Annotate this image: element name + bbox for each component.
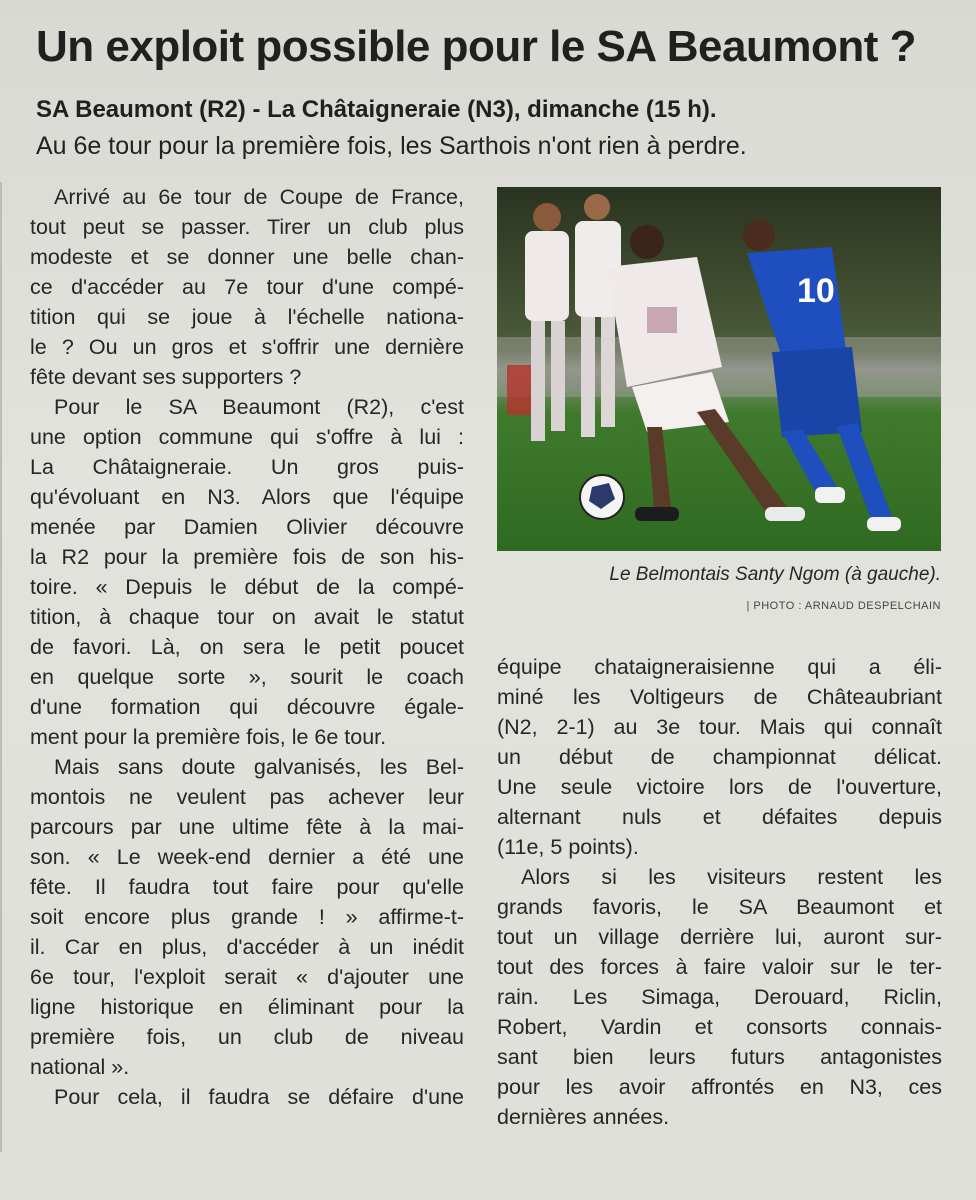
match-photo xyxy=(497,187,941,551)
text-line: d'une formation qui découvre égale- xyxy=(30,695,464,719)
text-line: modeste et se donner une belle chan- xyxy=(30,245,464,269)
text-line: pour les avoir affrontés en N3, ces xyxy=(497,1075,942,1099)
text-line: Pour le SA Beaumont (R2), c'est xyxy=(54,395,464,419)
text-line: montois ne veulent pas achever leur xyxy=(30,785,464,809)
text-line: tout des forces à faire valoir sur le ter- xyxy=(497,955,942,979)
text-line: Pour cela, il faudra se défaire d'une xyxy=(54,1085,464,1109)
left-text-column xyxy=(30,182,464,1112)
text-line: Robert, Vardin et consorts connais- xyxy=(497,1015,942,1039)
text-line: menée par Damien Olivier découvre xyxy=(30,515,464,539)
page-edge-rule xyxy=(0,182,2,1152)
article-headline: Un exploit possible pour le SA Beaumont ? xyxy=(36,22,916,71)
text-line: Arrivé au 6e tour de Coupe de France, xyxy=(54,185,464,209)
text-line: Alors si les visiteurs restent les xyxy=(521,865,942,889)
text-line: ce d'accéder au 7e tour d'une compé- xyxy=(30,275,464,299)
text-line: 6e tour, l'exploit serait « d'ajouter une xyxy=(30,965,464,989)
text-line: le ? Ou un gros et s'offrir une dernière xyxy=(30,335,464,359)
text-line: tition, à chaque tour on avait le statut xyxy=(30,605,464,629)
right-text-column xyxy=(497,652,942,1132)
text-line: ment pour la première fois, le 6e tour. xyxy=(30,725,387,749)
text-line: la R2 pour la première fois de son his- xyxy=(30,545,464,569)
text-line: une option commune qui s'offre à lui : xyxy=(30,425,464,449)
text-line: (N2, 2-1) au 3e tour. Mais qui connaît xyxy=(497,715,942,739)
text-line: de favori. Là, on sera le petit poucet xyxy=(30,635,464,659)
text-line: miné les Voltigeurs de Châteaubriant xyxy=(497,685,942,709)
text-line: Une seule victoire lors de l'ouverture, xyxy=(497,775,942,799)
text-line: dernières années. xyxy=(497,1105,670,1129)
article-subhead: SA Beaumont (R2) - La Châtaigneraie (N3), dimanche (15 h). xyxy=(36,96,717,123)
football-ball xyxy=(580,475,624,519)
article-intro: Au 6e tour pour la première fois, les Sarthois n'ont rien à perdre. xyxy=(36,132,747,160)
text-line: toire. « Depuis le début de la compé- xyxy=(30,575,464,599)
text-line: qu'évoluant en N3. Alors que l'équipe xyxy=(30,485,464,509)
text-line: il. Car en plus, d'accéder à un inédit xyxy=(30,935,464,959)
text-line: tout peut se passer. Tirer un club plus xyxy=(30,215,464,239)
text-line: première fois, un club de niveau xyxy=(30,1025,464,1049)
text-line: tout un village derrière lui, auront sur- xyxy=(497,925,942,949)
text-line: fête. Il faudra tout faire pour qu'elle xyxy=(30,875,464,899)
football-match-image xyxy=(497,187,941,551)
photo-credit: | PHOTO : ARNAUD DESPELCHAIN xyxy=(746,600,941,612)
text-line: national ». xyxy=(30,1055,130,1079)
text-line: son. « Le week-end dernier a été une xyxy=(30,845,464,869)
text-line: rain. Les Simaga, Derouard, Riclin, xyxy=(497,985,942,1009)
text-line: grands favoris, le SA Beaumont et xyxy=(497,895,942,919)
text-line: un début de championnat délicat. xyxy=(497,745,942,769)
jersey-number: 10 xyxy=(797,272,835,310)
text-line: parcours par une ultime fête à la mai- xyxy=(30,815,464,839)
text-line: équipe chataigneraisienne qui a éli- xyxy=(497,655,942,679)
text-line: ligne historique en éliminant pour la xyxy=(30,995,464,1019)
text-line: La Châtaigneraie. Un gros puis- xyxy=(30,455,464,479)
text-line: fête devant ses supporters ? xyxy=(30,365,302,389)
text-line: soit encore plus grande ! » affirme-t- xyxy=(30,905,464,929)
text-line: alternant nuls et défaites depuis xyxy=(497,805,942,829)
text-line: (11e, 5 points). xyxy=(497,835,639,859)
text-line: tition qui se joue à l'échelle nationa- xyxy=(30,305,464,329)
photo-caption: Le Belmontais Santy Ngom (à gauche). xyxy=(609,564,941,585)
text-line: sant bien leurs futurs antagonistes xyxy=(497,1045,942,1069)
text-line: Mais sans doute galvanisés, les Bel- xyxy=(54,755,464,779)
text-line: en quelque sorte », sourit le coach xyxy=(30,665,464,689)
